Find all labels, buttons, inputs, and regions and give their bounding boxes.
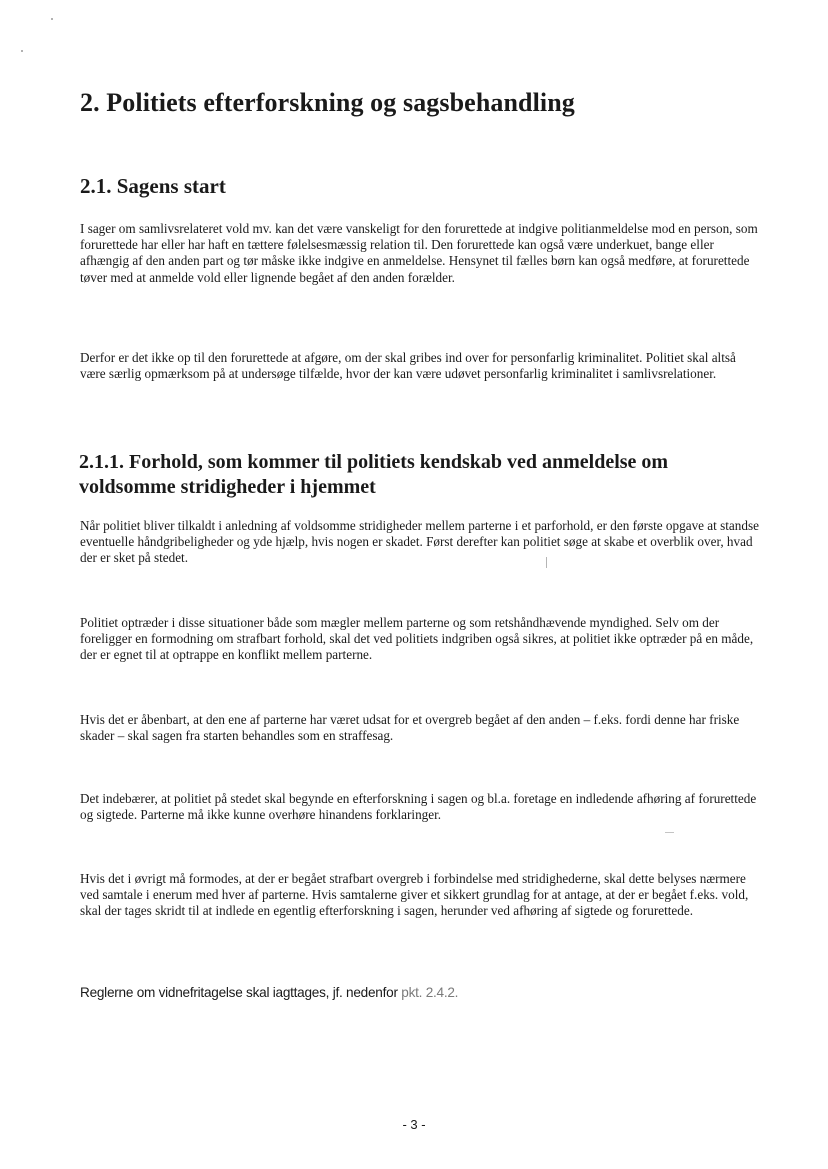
- paragraph-4: Politiet optræder i disse situationer både som mægler mellem parterne og som retshåndhævende myndighed. Selv om der foreligger en formodning om strafbart forhold, skal det ved politiets indgriben også sikres, at politiet ikke optræder på en måde, der er egnet til at optrappe en konflikt mellem parterne.: [80, 615, 754, 663]
- section-reference-link[interactable]: pkt. 2.4.2.: [401, 985, 459, 1000]
- paragraph-5: Hvis det er åbenbart, at den ene af parterne har været udsat for et overgreb begået af den anden – f.eks. fordi denne har friske skader – skal sagen fra starten behandles som en straffesag.: [80, 712, 740, 744]
- scan-mark: [665, 832, 674, 833]
- paragraph-8: [80, 985, 760, 1001]
- paragraph-1: I sager om samlivsrelateret vold mv. kan det være vanskeligt for den forurettede at indgive politianmeldelse mod en person, som forurettede har eller har haft en tættere følelsesmæssig relation til. Den forurettede kan også være underkuet, bange eller afhængig af den anden part og tør måske ikke indgive en anmeldelse. Hensynet til fælles børn kan også medføre, at forurettede tøver med at anmelde vold eller lignende begået af den anden forælder.: [80, 221, 758, 285]
- section-heading: 2.1. Sagens start: [80, 174, 226, 198]
- scan-mark: [546, 557, 547, 568]
- paragraph-7: Hvis det i øvrigt må formodes, at der er begået strafbart overgreb i forbindelse med stridighederne, skal dette belyses nærmere ved samtale i enerum med hver af parterne. Hvis samtalerne giver et sikkert grundlag for at antage, at der er begået f.eks. vold, skal der tages skridt til at indlede en egentlig efterforskning i sagen, herunder ved afhøring af sigtede og forurettede.: [80, 871, 749, 919]
- paragraph-8-text: Reglerne om vidnefritagelse skal iagttages, jf. nedenfor: [80, 985, 402, 1000]
- scan-speck: [51, 18, 53, 20]
- subsection-heading: 2.1.1. Forhold, som kommer til politiets kendskab ved anmeldelse om voldsomme stridigheder i hjemmet: [79, 451, 669, 498]
- paragraph-3: Når politiet bliver tilkaldt i anledning af voldsomme stridigheder mellem parterne i et parforhold, er den første opgave at standse eventuelle håndgribeligheder og yde hjælp, hvis nogen er skadet. Først derefter kan politiet søge at skabe et overblik over, hvad der er sket på stedet.: [80, 518, 759, 566]
- scan-speck: [21, 50, 23, 52]
- page-number: - 3 -: [402, 1117, 426, 1132]
- paragraph-6: Det indebærer, at politiet på stedet skal begynde en efterforskning i sagen og bl.a. foretage en indledende afhøring af forurettede og sigtede. Parterne må ikke kunne overhøre hinandens forklaringer.: [80, 791, 757, 823]
- paragraph-2: Derfor er det ikke op til den forurettede at afgøre, om der skal gribes ind over for personfarlig kriminalitet. Politiet skal altså være særlig opmærksom på at undersøge tilfælde, hvor der kan være udøvet personfarlig kriminalitet i samlivsrelationer.: [80, 350, 736, 382]
- main-heading: 2. Politiets efterforskning og sagsbehandling: [80, 88, 575, 117]
